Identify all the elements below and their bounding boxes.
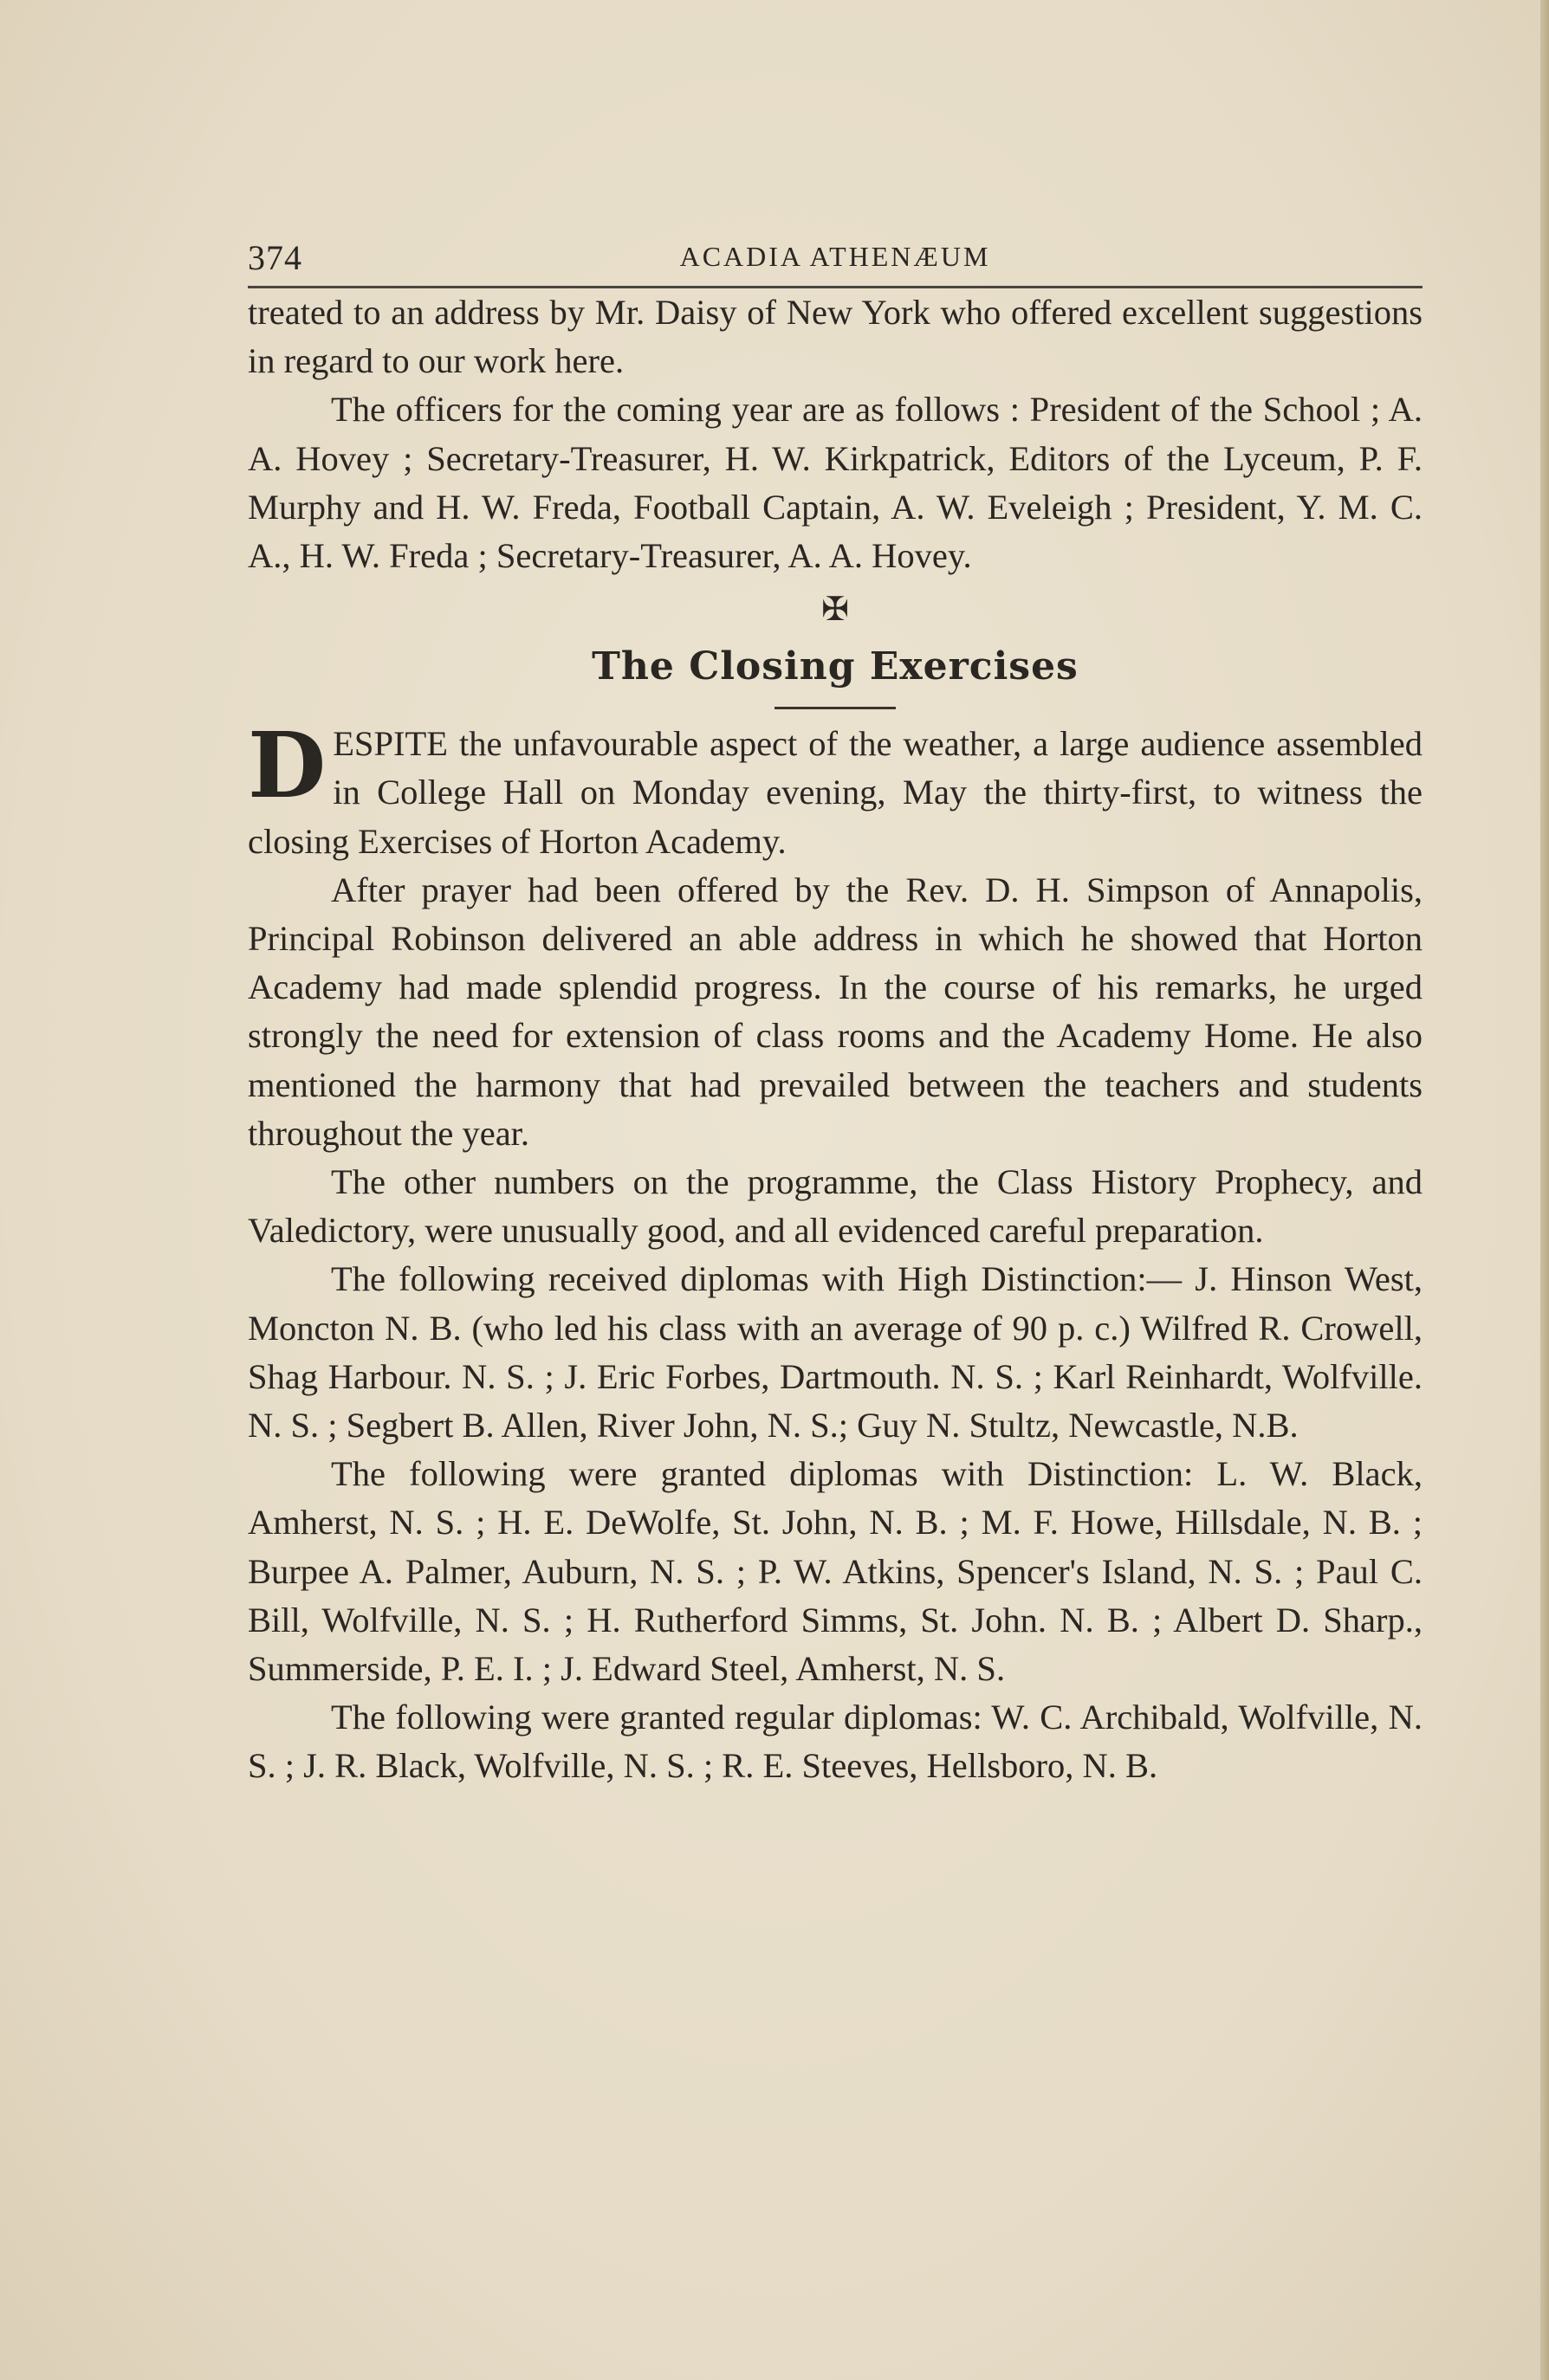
drop-cap: D: [248, 712, 327, 819]
running-header: [248, 234, 1423, 288]
paragraph-distinction: The following were granted diplomas with Distinction: L. W. Black, Amherst, N. S. ; H. E. DeWolfe, St. John, N. B. ; M. F. Howe, Hillsdale, N. B. ; Burpee A. Palmer, Auburn, N. S. ; P. W. Atkins, Spencer's Island, N. S. ; Paul C. Bill, Wolfville, N. S. ; H. Rutherford Simms, St. John. N. B. ; Albert D. Sharp., Summerside, P. E. I. ; J. Edward Steel, Amherst, N. S.: [248, 1454, 1423, 1689]
paragraph-intro: [248, 712, 1423, 866]
paragraph-prayer: After prayer had been offered by the Rev. D. H. Simpson of Annapolis, Principal Robinson delivered an able address in which he showed that Horton Academy had made splendid progress. In the course of his remarks, he urged strongly the need for extension of class rooms and the Academy Home. He also mentioned the harmony that had prevailed between the teachers and students throughout the year.: [248, 870, 1423, 1153]
paragraph-programme: The other numbers on the programme, the Class History Prophecy, and Valedictory, were unusually good, and all evidenced careful preparation.: [248, 1162, 1423, 1251]
article-body: [248, 288, 1423, 1791]
paragraph-continued: treated to an address by Mr. Daisy of New York who offered excellent suggestions in regard to our work here.: [248, 293, 1423, 381]
journal-title: ACADIA ATHENÆUM: [679, 241, 991, 272]
paragraph-officers: The officers for the coming year are as follows : President of the School ; A. A. Hovey ; Secretary-Treasurer, H. W. Kirkpatrick, Editors of the Lyceum, P. F. Murphy and H. W. Freda, Football Captain, A. W. Eveleigh ; President, Y. M. C. A., H. W. Freda ; Secretary-Treasurer, A. A. Hovey.: [248, 390, 1423, 576]
intro-text: ESPITE the unfavourable aspect of the weather, a large audience assembled in College Hall on Monday evening, May the thirty-first, to witness the closing Exercises of Horton Academy.: [248, 724, 1423, 861]
ornament-icon: ✠: [821, 592, 849, 629]
text-column: [248, 234, 1423, 1791]
page-number: 374: [248, 238, 302, 277]
title-rule: [774, 707, 896, 709]
paragraph-regular: The following were granted regular diplomas: W. C. Archibald, Wolfville, N. S. ; J. R. Black, Wolfville, N. S. ; R. E. Steeves, Hellsboro, N. B.: [248, 1698, 1423, 1786]
section-title: The Closing Exercises: [592, 644, 1079, 689]
paragraph-high-distinction: The following received diplomas with High Distinction:— J. Hinson West, Moncton N. B. (who led his class with an average of 90 p. c.) Wilfred R. Crowell, Shag Harbour. N. S. ; J. Eric Forbes, Dartmouth. N. S. ; Karl Reinhardt, Wolfville. N. S. ; Segbert B. Allen, River John, N. S.; Guy N. Stultz, Newcastle, N.B.: [248, 1259, 1423, 1445]
page-edge: [1540, 0, 1549, 2380]
